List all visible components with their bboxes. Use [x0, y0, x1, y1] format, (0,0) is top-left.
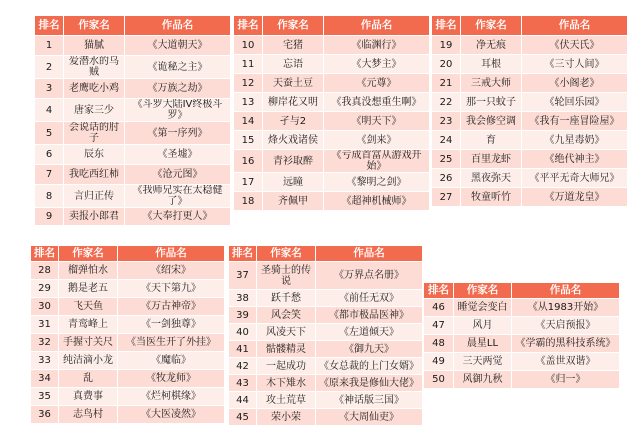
- rank-cell: 4: [35, 99, 64, 122]
- table-row: [424, 317, 620, 335]
- table-row: [234, 150, 430, 173]
- table-row: [31, 388, 225, 406]
- work-cell: 《斗罗大陆IV终极斗罗》: [125, 99, 231, 122]
- rank-header: 排名: [432, 16, 461, 36]
- table-row: [424, 299, 620, 317]
- rank-header: 排名: [229, 246, 257, 262]
- table-row: [234, 173, 430, 192]
- ranking-table-2: [233, 15, 430, 211]
- author-cell: 耳根: [461, 55, 522, 74]
- author-cell: 志鸟村: [59, 406, 118, 424]
- author-cell: 我会修空调: [461, 112, 522, 131]
- ranking-table-5: [228, 245, 423, 426]
- work-cell: 《诡秘之主》: [125, 56, 231, 79]
- rank-cell: 43: [229, 375, 257, 392]
- rank-cell: 39: [229, 307, 257, 324]
- author-cell: 猫腻: [64, 36, 125, 56]
- work-cell: 《前任无双》: [316, 290, 423, 307]
- table-row: [229, 262, 423, 290]
- author-cell: 唐家三少: [64, 99, 125, 122]
- work-cell: 《亏成首富从游戏开始》: [324, 150, 430, 173]
- author-cell: 睡觉会变白: [454, 299, 512, 317]
- table-row: [234, 36, 430, 55]
- table-row: [35, 165, 231, 185]
- rank-cell: 21: [432, 74, 461, 93]
- work-cell: 《归一》: [512, 371, 620, 389]
- author-cell: 天蚕土豆: [263, 74, 324, 93]
- work-cell: 《我有一座冒险屋》: [522, 112, 628, 131]
- rank-cell: 44: [229, 392, 257, 409]
- table-row: [234, 55, 430, 74]
- work-cell: 《烂柯棋缘》: [118, 388, 225, 406]
- author-cell: 卖报小郎君: [64, 208, 125, 226]
- rank-cell: 24: [432, 131, 461, 150]
- table-row: [31, 352, 225, 370]
- author-cell: 孑与2: [263, 112, 324, 131]
- table-row: [35, 56, 231, 79]
- table-row: [31, 262, 225, 280]
- table-row: [424, 353, 620, 371]
- author-cell: 乱: [59, 370, 118, 388]
- table-row: [31, 370, 225, 388]
- work-cell: 《御九天》: [316, 341, 423, 358]
- rank-cell: 34: [31, 370, 59, 388]
- table-row: [35, 99, 231, 122]
- table-row: [35, 122, 231, 145]
- author-cell: 攻土荒草: [257, 392, 316, 409]
- author-cell: 三天两觉: [454, 353, 512, 371]
- work-cell: 《都市极品医神》: [316, 307, 423, 324]
- table-row: [229, 409, 423, 426]
- rank-header: 排名: [424, 283, 454, 299]
- author-cell: 老鹰吃小鸡: [64, 79, 125, 99]
- table-row: [229, 307, 423, 324]
- ranking-table-6: [423, 282, 620, 389]
- author-header: 作家名: [461, 16, 522, 36]
- author-cell: 风御九秋: [454, 371, 512, 389]
- table-row: [31, 316, 225, 334]
- rank-cell: 33: [31, 352, 59, 370]
- work-cell: 《黎明之剑》: [324, 173, 430, 192]
- work-cell: 《临渊行》: [324, 36, 430, 55]
- author-header: 作家名: [59, 246, 118, 262]
- rank-cell: 28: [31, 262, 59, 280]
- author-cell: 风会笑: [257, 307, 316, 324]
- rank-cell: 7: [35, 165, 64, 185]
- table-row: [432, 188, 628, 207]
- table-row: [229, 341, 423, 358]
- author-cell: 忘语: [263, 55, 324, 74]
- ranking-table-3: [431, 15, 628, 207]
- table-row: [35, 185, 231, 208]
- work-cell: 《从1983开始》: [512, 299, 620, 317]
- author-cell: 柳岸花又明: [263, 93, 324, 112]
- author-cell: 辰东: [64, 145, 125, 165]
- rank-header: 排名: [35, 16, 64, 36]
- ranking-table-body: [432, 16, 628, 207]
- rank-cell: 23: [432, 112, 461, 131]
- rank-cell: 11: [234, 55, 263, 74]
- author-cell: 榴弹怕水: [59, 262, 118, 280]
- author-cell: 晨星LL: [454, 335, 512, 353]
- work-cell: 《我师兄实在太稳健了》: [125, 185, 231, 208]
- header-row: [424, 283, 620, 299]
- author-cell: 青鸾峰上: [59, 316, 118, 334]
- work-cell: 《天下第九》: [118, 280, 225, 298]
- table-row: [31, 298, 225, 316]
- rank-cell: 1: [35, 36, 64, 56]
- work-cell: 《元尊》: [324, 74, 430, 93]
- rank-cell: 40: [229, 324, 257, 341]
- rank-cell: 30: [31, 298, 59, 316]
- rank-cell: 2: [35, 56, 64, 79]
- table-row: [35, 145, 231, 165]
- table-row: [432, 112, 628, 131]
- work-cell: 《魔临》: [118, 352, 225, 370]
- table-row: [31, 280, 225, 298]
- rank-cell: 10: [234, 36, 263, 55]
- work-cell: 《万道龙皇》: [522, 188, 628, 207]
- table-row: [432, 93, 628, 112]
- author-cell: 真费事: [59, 388, 118, 406]
- author-cell: 远瞳: [263, 173, 324, 192]
- rank-cell: 22: [432, 93, 461, 112]
- work-cell: 《伏天氏》: [522, 36, 628, 55]
- rank-cell: 36: [31, 406, 59, 424]
- work-cell: 《学霸的黑科技系统》: [512, 335, 620, 353]
- rank-cell: 31: [31, 316, 59, 334]
- author-cell: 烽火戏诸侯: [263, 131, 324, 150]
- rank-header: 排名: [31, 246, 59, 262]
- author-cell: 风月: [454, 317, 512, 335]
- ranking-table-4: [30, 245, 225, 424]
- work-cell: 《第一序列》: [125, 122, 231, 145]
- author-cell: 飞天鱼: [59, 298, 118, 316]
- author-cell: 风凌天下: [257, 324, 316, 341]
- rank-cell: 6: [35, 145, 64, 165]
- table-row: [31, 406, 225, 424]
- rank-cell: 17: [234, 173, 263, 192]
- work-cell: 《左道倾天》: [316, 324, 423, 341]
- author-cell: 圣骑士的传说: [257, 262, 316, 290]
- ranking-table-1: [34, 15, 231, 226]
- work-cell: 《明天下》: [324, 112, 430, 131]
- header-row: [432, 16, 628, 36]
- rank-cell: 42: [229, 358, 257, 375]
- rank-header: 排名: [234, 16, 263, 36]
- work-header: 作品名: [522, 16, 628, 36]
- table-row: [31, 334, 225, 352]
- table-row: [229, 375, 423, 392]
- rank-cell: 20: [432, 55, 461, 74]
- author-cell: 言归正传: [64, 185, 125, 208]
- author-cell: 荣小荣: [257, 409, 316, 426]
- work-cell: 《小阁老》: [522, 74, 628, 93]
- author-cell: 爱潜水的乌贼: [64, 56, 125, 79]
- work-cell: 《女总裁的上门女婿》: [316, 358, 423, 375]
- rank-cell: 18: [234, 192, 263, 211]
- work-cell: 《平平无奇大师兄》: [522, 169, 628, 188]
- work-cell: 《万界点名册》: [316, 262, 423, 290]
- work-cell: 《我真没想重生啊》: [324, 93, 430, 112]
- work-cell: 《九星毒奶》: [522, 131, 628, 150]
- work-cell: 《超神机械师》: [324, 192, 430, 211]
- author-cell: 净无痕: [461, 36, 522, 55]
- ranking-table-body: [229, 246, 423, 426]
- author-cell: 百里龙虾: [461, 150, 522, 169]
- rank-cell: 9: [35, 208, 64, 226]
- author-cell: 黑夜弥天: [461, 169, 522, 188]
- rank-cell: 49: [424, 353, 454, 371]
- rank-cell: 47: [424, 317, 454, 335]
- author-cell: 三戒大师: [461, 74, 522, 93]
- work-cell: 《大周仙吏》: [316, 409, 423, 426]
- work-cell: 《大道朝天》: [125, 36, 231, 56]
- work-cell: 《绍宋》: [118, 262, 225, 280]
- header-row: [31, 246, 225, 262]
- table-row: [432, 36, 628, 55]
- rank-cell: 27: [432, 188, 461, 207]
- author-cell: 跃千愁: [257, 290, 316, 307]
- work-cell: 《原来我是修仙大佬》: [316, 375, 423, 392]
- work-header: 作品名: [316, 246, 423, 262]
- work-cell: 《牧龙师》: [118, 370, 225, 388]
- table-row: [229, 290, 423, 307]
- author-cell: 那一只蚊子: [461, 93, 522, 112]
- rank-cell: 25: [432, 150, 461, 169]
- author-header: 作家名: [64, 16, 125, 36]
- author-cell: 青衫取醉: [263, 150, 324, 173]
- author-cell: 纯洁滴小龙: [59, 352, 118, 370]
- rank-cell: 5: [35, 122, 64, 145]
- work-header: 作品名: [125, 16, 231, 36]
- author-cell: 手握寸关尺: [59, 334, 118, 352]
- rank-cell: 37: [229, 262, 257, 290]
- rank-cell: 48: [424, 335, 454, 353]
- author-cell: 骷髅精灵: [257, 341, 316, 358]
- rank-cell: 50: [424, 371, 454, 389]
- rank-cell: 29: [31, 280, 59, 298]
- author-cell: 一起成功: [257, 358, 316, 375]
- work-cell: 《轮回乐园》: [522, 93, 628, 112]
- table-row: [234, 131, 430, 150]
- work-header: 作品名: [118, 246, 225, 262]
- work-cell: 《天启预报》: [512, 317, 620, 335]
- author-cell: 木下雉水: [257, 375, 316, 392]
- ranking-table-body: [31, 246, 225, 424]
- work-cell: 《大奉打更人》: [125, 208, 231, 226]
- table-row: [432, 55, 628, 74]
- author-cell: 我吃西红柿: [64, 165, 125, 185]
- table-row: [35, 208, 231, 226]
- work-cell: 《盖世双谐》: [512, 353, 620, 371]
- author-cell: 会说话的肘子: [64, 122, 125, 145]
- work-cell: 《剑来》: [324, 131, 430, 150]
- rank-cell: 12: [234, 74, 263, 93]
- rank-cell: 14: [234, 112, 263, 131]
- work-cell: 《一剑独尊》: [118, 316, 225, 334]
- rank-cell: 46: [424, 299, 454, 317]
- author-header: 作家名: [263, 16, 324, 36]
- table-row: [234, 112, 430, 131]
- author-header: 作家名: [454, 283, 512, 299]
- work-cell: 《大梦主》: [324, 55, 430, 74]
- work-cell: 《圣墟》: [125, 145, 231, 165]
- work-cell: 《当医生开了外挂》: [118, 334, 225, 352]
- work-cell: 《三寸人间》: [522, 55, 628, 74]
- table-row: [432, 131, 628, 150]
- table-row: [229, 324, 423, 341]
- ranking-table-body: [424, 283, 620, 389]
- work-cell: 《万族之劫》: [125, 79, 231, 99]
- rank-cell: 19: [432, 36, 461, 55]
- table-row: [432, 150, 628, 169]
- table-row: [229, 358, 423, 375]
- work-header: 作品名: [512, 283, 620, 299]
- author-header: 作家名: [257, 246, 316, 262]
- work-header: 作品名: [324, 16, 430, 36]
- table-row: [229, 392, 423, 409]
- table-row: [35, 36, 231, 56]
- author-cell: 鹅是老五: [59, 280, 118, 298]
- table-row: [432, 74, 628, 93]
- author-cell: 牧童听竹: [461, 188, 522, 207]
- ranking-table-body: [35, 16, 231, 226]
- rank-cell: 3: [35, 79, 64, 99]
- rank-cell: 13: [234, 93, 263, 112]
- rank-cell: 16: [234, 150, 263, 173]
- table-row: [432, 169, 628, 188]
- rank-cell: 26: [432, 169, 461, 188]
- table-row: [234, 192, 430, 211]
- work-cell: 《沧元图》: [125, 165, 231, 185]
- table-row: [35, 79, 231, 99]
- work-cell: 《万古神帝》: [118, 298, 225, 316]
- author-cell: 育: [461, 131, 522, 150]
- rank-cell: 41: [229, 341, 257, 358]
- header-row: [35, 16, 231, 36]
- rank-cell: 45: [229, 409, 257, 426]
- author-cell: 齐佩甲: [263, 192, 324, 211]
- rank-cell: 15: [234, 131, 263, 150]
- table-row: [234, 74, 430, 93]
- rank-cell: 38: [229, 290, 257, 307]
- rank-cell: 35: [31, 388, 59, 406]
- rank-cell: 32: [31, 334, 59, 352]
- work-cell: 《绝代神主》: [522, 150, 628, 169]
- table-row: [424, 371, 620, 389]
- rank-cell: 8: [35, 185, 64, 208]
- table-row: [424, 335, 620, 353]
- author-cell: 宅猪: [263, 36, 324, 55]
- work-cell: 《大医凌然》: [118, 406, 225, 424]
- table-row: [234, 93, 430, 112]
- header-row: [234, 16, 430, 36]
- header-row: [229, 246, 423, 262]
- work-cell: 《神话版三国》: [316, 392, 423, 409]
- ranking-table-body: [234, 16, 430, 211]
